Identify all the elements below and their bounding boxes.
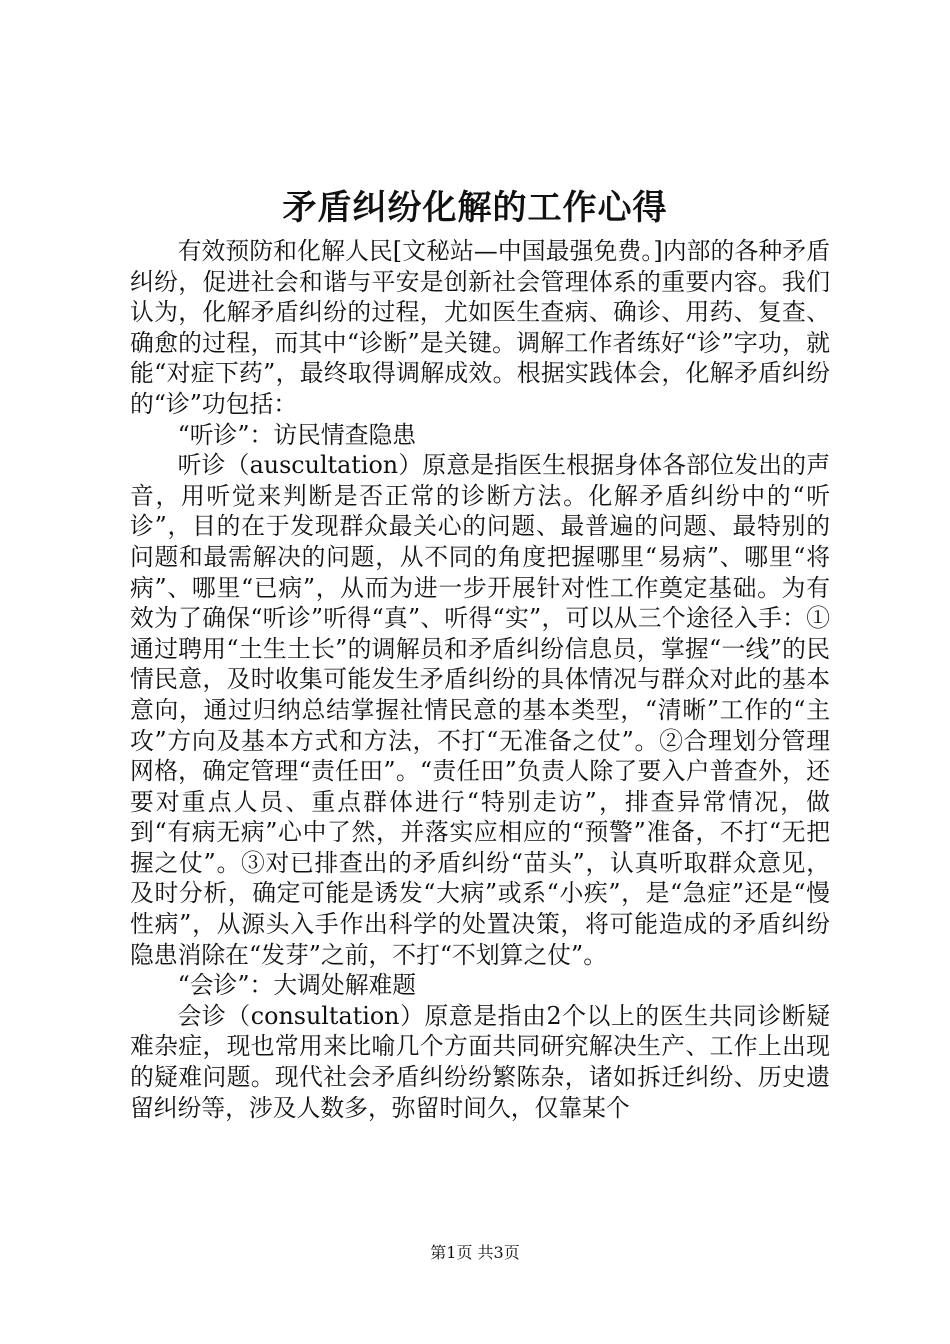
document-body xyxy=(130,236,830,1123)
paragraph-intro: 有效预防和化解人民[文秘站—中国最强免费。]内部的各种矛盾纠纷，促进社会和谐与平安是创新社会管理体系的重要内容。我们认为，化解矛盾纠纷的过程，尤如医生查病、确诊、用药、复查、确愈的过程，而其中“诊断”是关键。调解工作者练好“诊”字功，就能“对症下药”，最终取得调解成效。根据实践体会，化解矛盾纠纷的“诊”功包括： xyxy=(130,237,830,418)
page-footer: 第1页 共3页 xyxy=(430,1243,520,1262)
paragraph-listening: 听诊（auscultation）原意是指医生根据身体各部位发出的声音，用听觉来判断是否正常的诊断方法。化解矛盾纠纷中的“听诊”，目的在于发现群众最关心的问题、最普遍的问题、最特别的问题和最需解决的问题，从不同的角度把握哪里“易病”、哪里“将病”、哪里“已病”，从而为进一步开展针对性工作奠定基础。为有效为了确保“听诊”听得“真”、听得“实”，可以从三个途径入手：①通过聘用“土生土长”的调解员和矛盾纠纷信息员，掌握“一线”的民情民意，及时收集可能发生矛盾纠纷的具体情况与群众对此的基本意向，通过归纳总结掌握社情民意的基本类型，“清晰”工作的“主攻”方向及基本方式和方法，不打“无准备之仗”。②合理划分管理网格，确定管理“责任田”。“责任田”负责人除了要入户普查外，还要对重点人员、重点群体进行“特别走访”，排查异常情况，做到“有病无病”心中了然，并落实应相应的“预警”准备，不打“无把握之仗”。③对已排查出的矛盾纠纷“苗头”，认真听取群众意见，及时分析，确定可能是诱发“大病”或系“小疾”，是“急症”还是“慢性病”，从源头入手作出科学的处置决策，将可能造成的矛盾纠纷隐患消除在“发芽”之前，不打“不划算之仗”。 xyxy=(130,451,830,969)
section-heading-listening: “听诊”：访民情查隐患 xyxy=(177,420,417,449)
document-title: 矛盾纠纷化解的工作心得 xyxy=(282,188,668,228)
section-heading-consultation: “会诊”：大调处解难题 xyxy=(177,971,417,1000)
paragraph-consultation: 会诊（consultation）原意是指由2个以上的医生共同诊断疑难杂症，现也常用来比喻几个方面共同研究解决生产、工作上出现的疑难问题。现代社会矛盾纠纷纷繁陈杂，诸如拆迁纠纷、历史遗留纠纷等，涉及人数多，弥留时间久，仅靠某个 xyxy=(130,1001,830,1122)
